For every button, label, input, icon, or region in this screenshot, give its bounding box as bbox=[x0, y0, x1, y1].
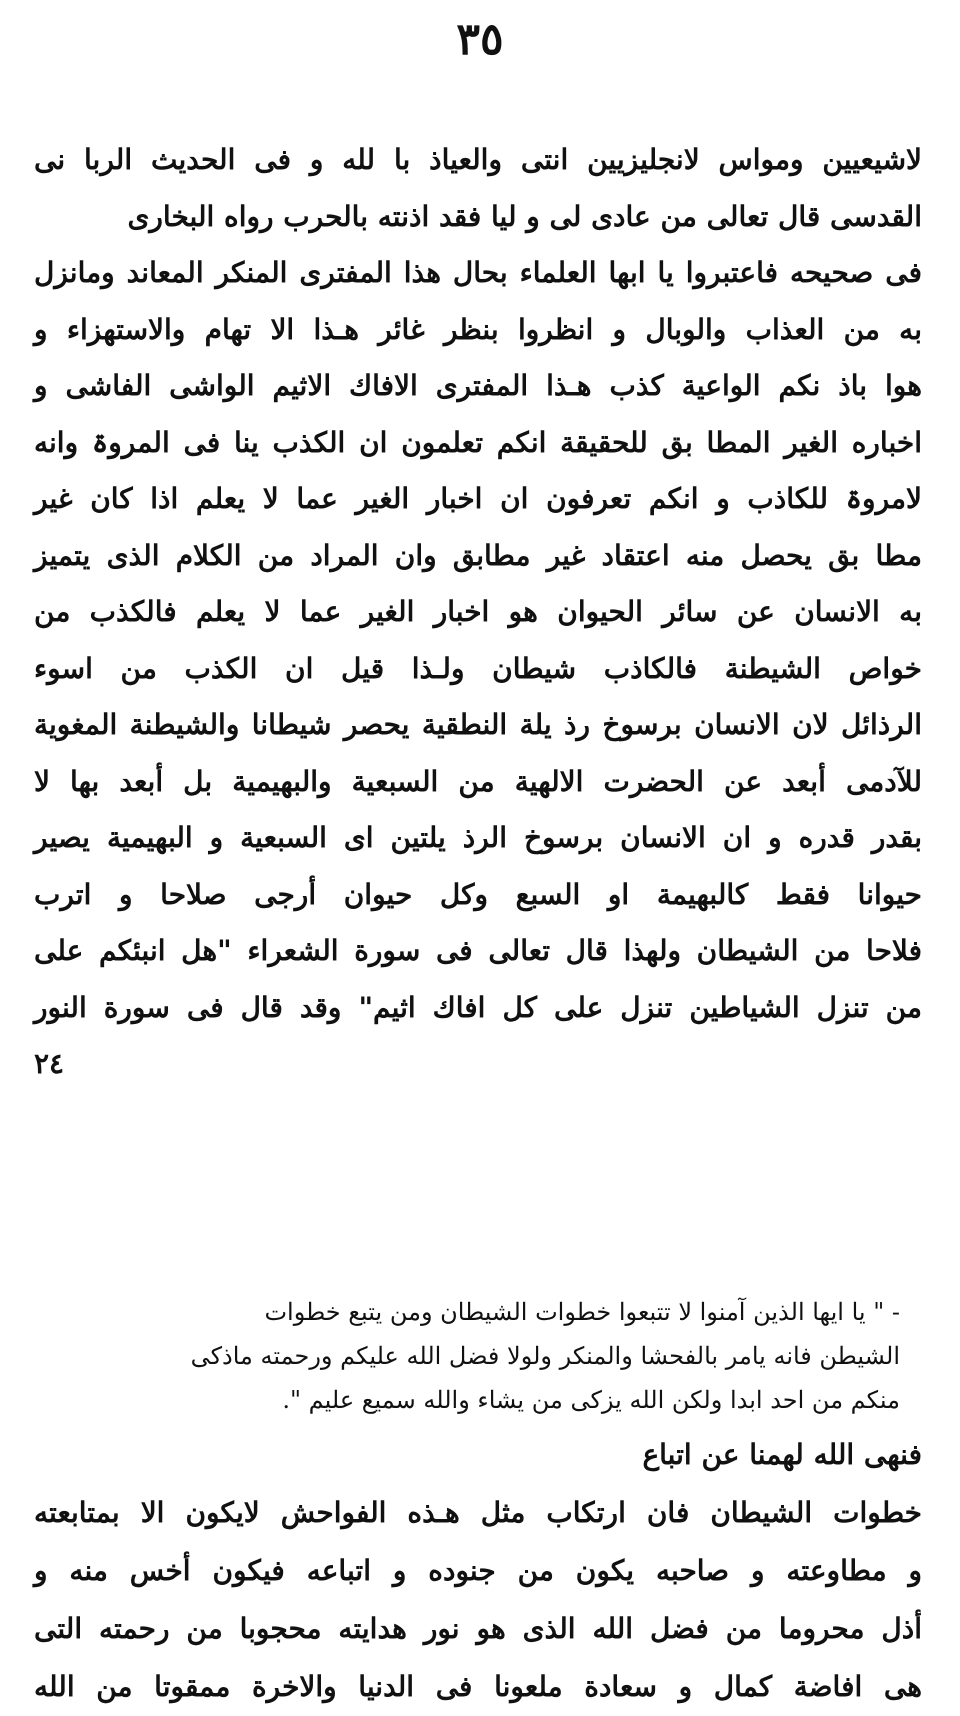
text-line: فنهى الله لهمنا عن اتباع bbox=[642, 1438, 922, 1471]
text-line: به الانسان عن سائر الحيوان هو اخبار الغير عما لا يعلم فالكذب من bbox=[34, 595, 922, 628]
quote-line: - " يا ايها الذين آمنوا لا تتبعوا خطوات الشيطان ومن يتبع خطوات bbox=[264, 1298, 900, 1326]
text-line: مطا بق يحصل منه اعتقاد غير مطابق وان المراد من الكلام الذى يتميز bbox=[34, 538, 922, 572]
text-line: به من العذاب والوبال و انظروا بنظر غائر هـذا الا تهام والاستهزاء و bbox=[34, 312, 922, 346]
text-line: خواص الشيطنة فالكاذب شيطان ولـذا قيل ان الكذب من اسوء bbox=[34, 651, 922, 685]
text-line: لاشيعيين ومواس لانجليزيين انتى والعياذ با لله و فى الحديث الربا نى bbox=[34, 143, 922, 176]
text-line: فلاحا من الشيطان ولهذا قال تعالى فى سورة الشعراء "هل انبئكم على bbox=[34, 934, 922, 967]
text-line: القدسى قال تعالى من عادى لى و ليا فقد اذنته بالحرب رواه البخارى bbox=[127, 199, 922, 233]
quote-line: منكم من احد ابدا ولكن الله يزكى من يشاء والله سميع عليم ". bbox=[282, 1386, 900, 1414]
text-line: حيوانا فقط كالبهيمة او السبع وكل حيوان أرجى صلاحا و اترب bbox=[34, 877, 922, 911]
text-line: من تنزل الشياطين تنزل على كل افاك اثيم" وقد قال فى سورة النور bbox=[34, 990, 922, 1024]
text-line: الرذائل لان الانسان برسوخ رذ يلة النطقية يحصر شيطانا والشيطنة المغوية bbox=[34, 708, 922, 741]
text-line: فى صحيحه فاعتبروا يا ابها العلماء بحال هذا المفترى المنكر المعاند ومانزل bbox=[34, 256, 922, 289]
text-line: هى افاضة كمال و سعادة ملعونا فى الدنيا والاخرة ممقوتا من الله bbox=[34, 1670, 922, 1703]
quote-line: الشيطن فانه يامر بالفحشا والمنكر ولولا فضل الله عليكم ورحمته ماذكى bbox=[190, 1342, 900, 1370]
text-line: خطوات الشيطان فان ارتكاب مثل هـذه الفواحش لايكون الا بمتابعته bbox=[34, 1496, 922, 1529]
verse-number: ٢٤ bbox=[34, 1047, 65, 1080]
text-line: لامروۃ للكاذب و انكم تعرفون ان اخبار الغير عما لا يعلم اذا كان غير bbox=[34, 482, 922, 515]
text-line: و مطاوعته و صاحبه يكون من جنوده و اتباعه فيكون أخس منه و bbox=[34, 1554, 922, 1587]
continuation-text bbox=[34, 1426, 922, 1716]
text-line: أذل محروما من فضل الله الذى هو نور هدايته محجوبا من رحمته التى bbox=[34, 1612, 922, 1645]
page-number: ٣٥ bbox=[456, 14, 504, 65]
text-line: للآدمى أبعد عن الحضرت الالهية من السبعية والبهيمية بل أبعد بها لا bbox=[34, 764, 922, 798]
text-line: بقدر قدره و ان الانسان برسوخ الرذ يلتين اى السبعية و البهيمية يصير bbox=[34, 821, 922, 854]
text-line: هوا باذ نكم الواعية كذب هـذا المفترى الافاك الاثيم الواشى الفاشى و bbox=[34, 369, 923, 402]
main-text bbox=[34, 132, 922, 1093]
quran-quote bbox=[60, 1290, 900, 1422]
text-line: اخباره الغير المطا بق للحقيقة انكم تعلمون ان الكذب ينا فى المروۃ وانه bbox=[34, 425, 922, 459]
